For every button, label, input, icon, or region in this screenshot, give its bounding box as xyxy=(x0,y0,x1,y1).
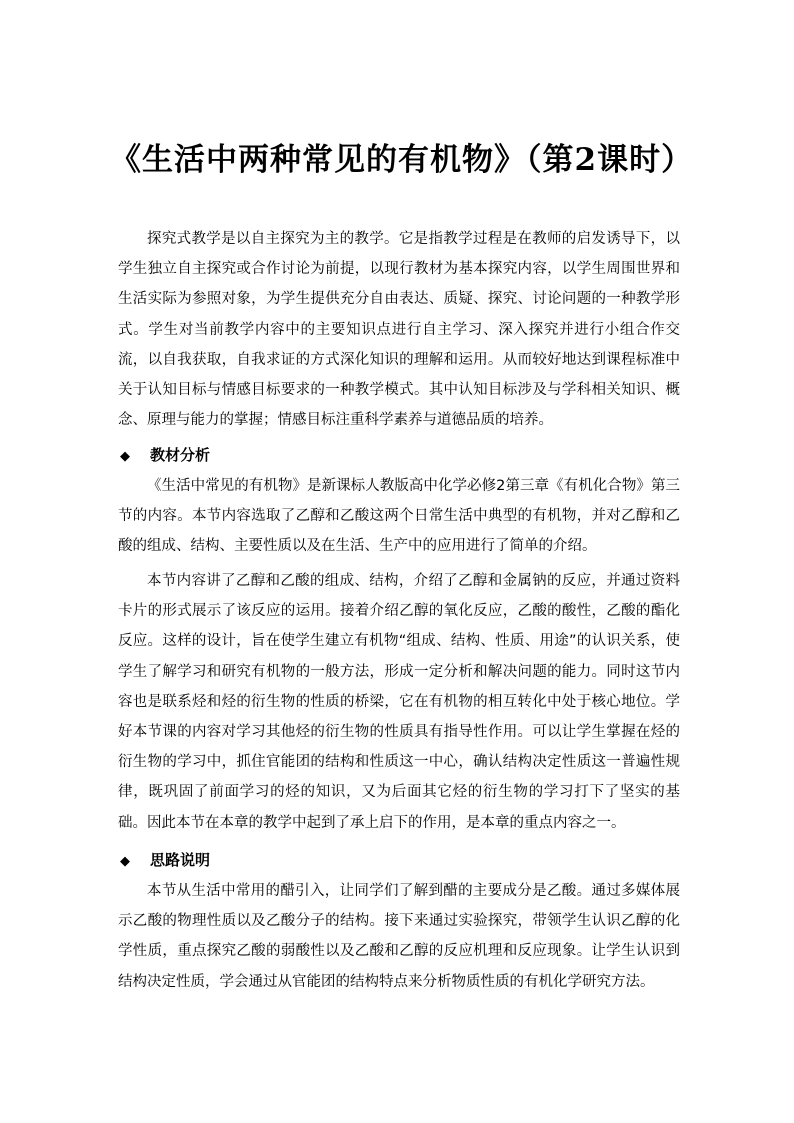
textbook-analysis-paragraph-1: 《生活中常见的有机物》是新课标人教版高中化学必修2第三章《有机化合物》第三节的内容。本节内容选取了乙醇和乙酸这两个日常生活中典型的有机物，并对乙醇和乙酸的组成、结构、主要性质以及在生活、生产中的应用进行了简单的介绍。 xyxy=(118,478,680,555)
textbook-analysis-paragraph-2: 本节内容讲了乙醇和乙酸的组成、结构，介绍了乙醇和金属钠的反应，并通过资料卡片的形式展示了该反应的运用。接着介绍乙醇的氧化反应，乙酸的酸性，乙酸的酯化反应。这样的设计，旨在使学生建立有机物“组成、结构、性质、用途”的认识关系，使学生了解学习和研究有机物的一般方法，形成一定分析和解决问题的能力。同时这节内容也是联系烃和烃的衍生物的性质的桥梁，它在有机物的相互转化中处于核心地位。学好本节课的内容对学习其他烃的衍生物的性质具有指导性作用。可以让学生掌握在烃的衍生物的学习中，抓住官能团的结构和性质这一中心，确认结构决定性质这一普遍性规律，既巩固了前面学习的烃的知识，又为后面其它烃的衍生物的学习打下了坚实的基础。因此本节在本章的教学中起到了承上启下的作用，是本章的重点内容之一。 xyxy=(118,573,680,831)
intro-paragraph: 探究式教学是以自主探究为主的教学。它是指教学过程是在教师的启发诱导下，以学生独立自主探究或合作讨论为前提，以现行教材为基本探究内容，以学生周围世界和生活实际为参照对象，为学生提供充分自由表达、质疑、探究、讨论问题的一种教学形式。学生对当前教学内容中的主要知识点进行自主学习、深入探究并进行小组合作交流，以自我获取，自我求证的方式深化知识的理解和运用。从而较好地达到课程标准中关于认知目标与情感目标要求的一种教学模式。其中认知目标涉及与学科相关知识、概念、原理与能力的掌握；情感目标注重科学素养与道德品质的培养。 xyxy=(118,231,680,429)
section-heading-approach xyxy=(120,849,680,873)
section-heading-label: 教材分析 xyxy=(150,446,211,464)
section-heading-textbook-analysis xyxy=(120,444,680,468)
section-heading-label: 思路说明 xyxy=(150,851,211,869)
document-title: 《生活中两种常见的有机物》（第2课时） xyxy=(110,142,694,178)
diamond-bullet-icon: ◆ xyxy=(120,449,130,464)
approach-paragraph-1: 本节从生活中常用的醋引入，让同学们了解到醋的主要成分是乙酸。通过多媒体展示乙酸的物理性质以及乙酸分子的结构。接下来通过实验探究，带领学生认识乙醇的化学性质，重点探究乙酸的弱酸性以及乙酸和乙醇的反应机理和反应现象。让学生认识到结构决定性质，学会通过从官能团的结构特点来分析物质性质的有机化学研究方法。 xyxy=(118,883,680,990)
diamond-bullet-icon: ◆ xyxy=(120,854,130,869)
